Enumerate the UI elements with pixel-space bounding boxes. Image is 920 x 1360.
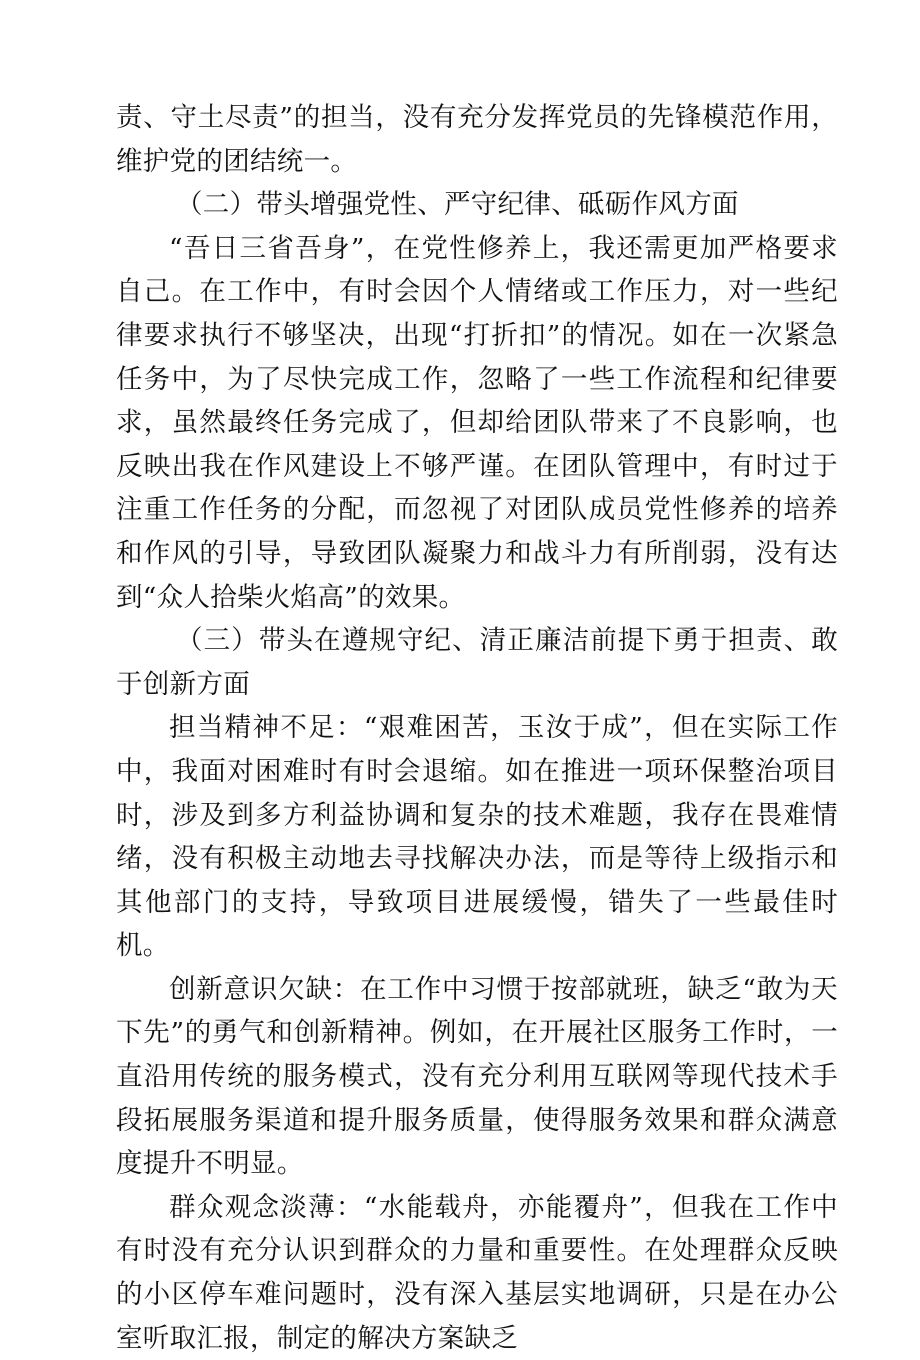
paragraph-continuation: 责、守土尽责”的担当，没有充分发挥党员的先锋模范作用，维护党的团结统一。 xyxy=(116,102,838,177)
section-heading-2: （二）带头增强党性、严守纪律、砥砺作风方面 xyxy=(176,189,739,221)
paragraph-mass-line: 群众观念淡薄：“水能载舟，亦能覆舟”，但我在工作中有时没有充分认识到群众的力量和重要性。在处理群众反映的小区停车难问题时，没有深入基层实地调研，只是在办公室听取汇报，制定的解决方案缺乏 xyxy=(116,1191,838,1354)
section-heading-3: （三）带头在遵规守纪、清正廉洁前提下勇于担责、敢于创新方面 xyxy=(116,625,838,700)
document-body xyxy=(116,96,838,1360)
paragraph-innovation: 创新意识欠缺：在工作中习惯于按部就班，缺乏“敢为天下先”的勇气和创新精神。例如，在开展社区服务工作时，一直沿用传统的服务模式，没有充分利用互联网等现代技术手段拓展服务渠道和提升服务质量，使得服务效果和群众满意度提升不明显。 xyxy=(116,973,838,1180)
paragraph-responsibility: 担当精神不足：“艰难困苦，玉汝于成”，但在实际工作中，我面对困难时有时会退缩。如在推进一项环保整治项目时，涉及到多方利益协调和复杂的技术难题，我存在畏难情绪，没有积极主动地去寻找解决办法，而是等待上级指示和其他部门的支持，导致项目进展缓慢，错失了一些最佳时机。 xyxy=(116,712,838,962)
paragraph-party-spirit: “吾日三省吾身”，在党性修养上，我还需更加严格要求自己。在工作中，有时会因个人情绪或工作压力，对一些纪律要求执行不够坚决，出现“打折扣”的情况。如在一次紧急任务中，为了尽快完成工作，忽略了一些工作流程和纪律要求，虽然最终任务完成了，但却给团队带来了不良影响，也反映出我在作风建设上不够严谨。在团队管理中，有时过于注重工作任务的分配，而忽视了对团队成员党性修养的培养和作风的引导，导致团队凝聚力和战斗力有所削弱，没有达到“众人拾柴火焰高”的效果。 xyxy=(116,232,838,613)
